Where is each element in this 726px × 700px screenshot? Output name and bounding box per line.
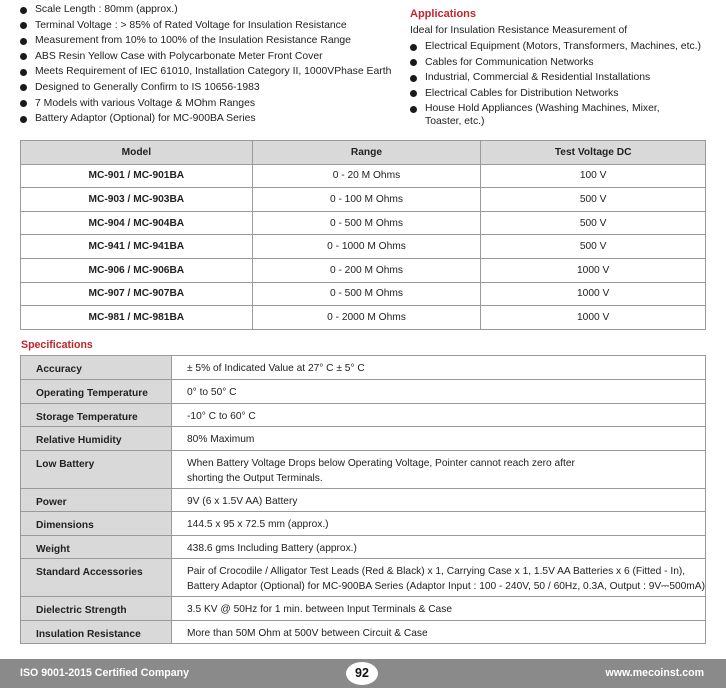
spec-value: 438.6 gms Including Battery (approx.) (172, 535, 706, 559)
spec-value-line: When Battery Voltage Drops below Operating Voltage, Pointer cannot reach zero after (187, 457, 575, 469)
spec-value: 144.5 x 95 x 72.5 mm (approx.) (172, 512, 706, 536)
table-row (21, 164, 706, 188)
voltage-cell: 1000 V (481, 306, 706, 330)
applications-title: Applications (410, 8, 477, 20)
range-cell: 0 - 100 M Ohms (252, 188, 481, 212)
spec-row (21, 512, 706, 536)
voltage-cell: 100 V (481, 164, 706, 188)
spec-value: ± 5% of Indicated Value at 27° C ± 5° C (172, 356, 706, 380)
table-row (21, 211, 706, 235)
feature-item: ABS Resin Yellow Case with Polycarbonate Meter Front Cover (20, 49, 405, 65)
feature-item: Terminal Voltage : > 85% of Rated Voltage for Insulation Resistance (20, 18, 405, 34)
model-cell: MC-981 / MC-981BA (21, 306, 253, 330)
feature-item: Meets Requirement of IEC 61010, Installation Category II, 1000VPhase Earth (20, 64, 405, 80)
spec-value: 0° to 50° C (172, 380, 706, 404)
header-test-voltage: Test Voltage DC (481, 141, 706, 165)
specifications-title: Specifications (21, 339, 93, 351)
spec-value (172, 559, 706, 597)
voltage-cell: 1000 V (481, 258, 706, 282)
specifications-table (20, 355, 706, 644)
voltage-cell: 500 V (481, 188, 706, 212)
spec-label: Dimensions (21, 512, 172, 536)
spec-value-line: Pair of Crocodile / Alligator Test Leads (Red & Black) x 1, Carrying Case x 1, 1.5V AA Batteries x 6 (Fitted - In), (187, 566, 686, 577)
range-cell: 0 - 200 M Ohms (252, 258, 481, 282)
page-number: 92 (343, 659, 381, 688)
model-cell: MC-906 / MC-906BA (21, 258, 253, 282)
spec-value: 3.5 KV @ 50Hz for 1 min. between Input Terminals & Case (172, 597, 706, 621)
range-cell: 0 - 20 M Ohms (252, 164, 481, 188)
spec-label: Insulation Resistance (21, 620, 172, 644)
spec-value: 9V (6 x 1.5V AA) Battery (172, 488, 706, 512)
spec-row (21, 427, 706, 451)
models-header-row (21, 141, 706, 165)
spec-label: Power (21, 488, 172, 512)
spec-label: Standard Accessories (21, 559, 172, 597)
table-row (21, 258, 706, 282)
table-row (21, 235, 706, 259)
spec-row (21, 488, 706, 512)
model-cell: MC-941 / MC-941BA (21, 235, 253, 259)
spec-label: Storage Temperature (21, 403, 172, 427)
spec-row (21, 356, 706, 380)
spec-value: -10° C to 60° C (172, 403, 706, 427)
range-cell: 0 - 1000 M Ohms (252, 235, 481, 259)
application-item: House Hold Appliances (Washing Machines, Mixer, (410, 101, 720, 117)
table-row (21, 306, 706, 330)
model-cell: MC-907 / MC-907BA (21, 282, 253, 306)
voltage-cell: 1000 V (481, 282, 706, 306)
range-cell: 0 - 500 M Ohms (252, 211, 481, 235)
range-cell: 0 - 500 M Ohms (252, 282, 481, 306)
model-cell: MC-903 / MC-903BA (21, 188, 253, 212)
spec-row (21, 559, 706, 597)
spec-row (21, 597, 706, 621)
spec-value-line: Battery Adaptor (Optional) for MC-900BA Series (Adaptor Input : 100 - 240V, 50 / 60Hz, 0.3A, Output : 9V⎓500mA) (187, 581, 705, 592)
applications-list (410, 39, 720, 129)
application-item-continued: Toaster, etc.) (425, 115, 485, 127)
spec-label: Operating Temperature (21, 380, 172, 404)
feature-item: Measurement from 10% to 100% of the Insulation Resistance Range (20, 33, 405, 49)
spec-row (21, 620, 706, 644)
footer-certification: ISO 9001-2015 Certified Company (20, 667, 189, 679)
spec-label: Relative Humidity (21, 427, 172, 451)
spec-value: 80% Maximum (172, 427, 706, 451)
range-cell: 0 - 2000 M Ohms (252, 306, 481, 330)
feature-item: Scale Length : 80mm (approx.) (20, 2, 405, 18)
application-item: Electrical Equipment (Motors, Transformers, Machines, etc.) (410, 39, 720, 55)
application-item: Industrial, Commercial & Residential Installations (410, 70, 720, 86)
feature-item: 7 Models with various Voltage & MOhm Ranges (20, 96, 405, 112)
spec-label: Dielectric Strength (21, 597, 172, 621)
spec-label: Low Battery (21, 450, 172, 488)
header-model: Model (21, 141, 253, 165)
application-item: Cables for Communication Networks (410, 55, 720, 71)
spec-value (172, 450, 706, 488)
spec-row (21, 450, 706, 488)
spec-label: Accuracy (21, 356, 172, 380)
table-row (21, 282, 706, 306)
voltage-cell: 500 V (481, 235, 706, 259)
models-table (20, 140, 706, 330)
application-item: Electrical Cables for Distribution Networks (410, 86, 720, 102)
model-cell: MC-901 / MC-901BA (21, 164, 253, 188)
footer-website: www.mecoinst.com (605, 667, 704, 679)
voltage-cell: 500 V (481, 211, 706, 235)
header-range: Range (252, 141, 481, 165)
features-list (20, 2, 405, 127)
spec-value-line: shorting the Output Terminals. (187, 472, 323, 484)
spec-row (21, 403, 706, 427)
spec-label: Weight (21, 535, 172, 559)
spec-row (21, 535, 706, 559)
applications-section (410, 7, 720, 129)
applications-intro: Ideal for Insulation Resistance Measurement of (410, 25, 628, 36)
feature-item: Designed to Generally Confirm to IS 10656-1983 (20, 80, 405, 96)
spec-row (21, 380, 706, 404)
spec-value: More than 50M Ohm at 500V between Circuit & Case (172, 620, 706, 644)
feature-item: Battery Adaptor (Optional) for MC-900BA Series (20, 111, 405, 127)
model-cell: MC-904 / MC-904BA (21, 211, 253, 235)
table-row (21, 188, 706, 212)
